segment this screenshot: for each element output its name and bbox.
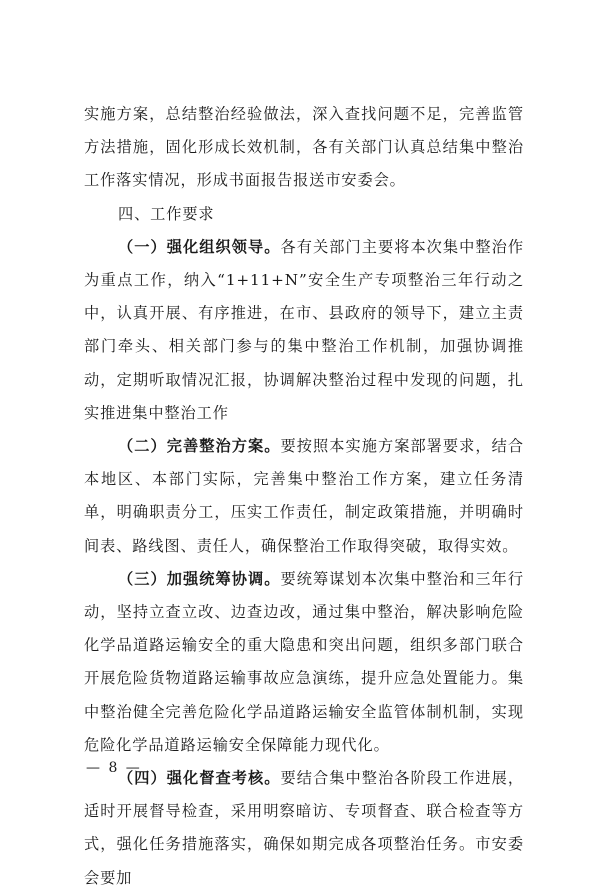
requirement-body-2: 要按照本实施方案部署要求，结合本地区、本部门实际，完善集中整治工作方案，建立任务清单，明确职责分工，压实工作责任，制定政策措施，并明确时间表、路线图、责任人，确保整治工作取得突破，取得实效。 — [84, 437, 525, 555]
requirement-title-3: （三）加强统筹协调。 — [118, 569, 281, 588]
requirement-paragraph-3 — [84, 563, 524, 762]
page-number: — 8 — — [86, 760, 142, 776]
requirement-body-4: 要结合集中整治各阶段工作进展，适时开展督导检查，采用明察暗访、专项督查、联合检查等方式，强化任务措施落实，确保如期完成各项整治任务。市安委会要加 — [84, 769, 525, 887]
requirement-body-1: 各有关部门主要将本次集中整治作为重点工作，纳入“1+11+N”安全生产专项整治三年行动之中，认真开展、有序推进，在市、县政府的领导下，建立主责部门牵头、相关部门参与的集中整治工作机制，加强协调推动，定期听取情况汇报，协调解决整治过程中发现的问题，扎实推进集中整治工作 — [84, 237, 525, 422]
document-body — [84, 98, 524, 895]
requirement-body-3: 要统筹谋划本次集中整治和三年行动，坚持立查立改、边查边改，通过集中整治，解决影响危险化学品道路运输安全的重大隐患和突出问题，组织多部门联合开展危险货物道路运输事故应急演练，提升应急处置能力。集中整治健全完善危险化学品道路运输安全监管体制机制，实现危险化学品道路运输安全保障能力现代化。 — [84, 569, 525, 754]
requirement-paragraph-1 — [84, 231, 524, 430]
requirement-paragraph-2 — [84, 430, 524, 563]
requirement-title-1: （一）强化组织领导。 — [118, 237, 281, 256]
requirement-title-2: （二）完善整治方案。 — [118, 437, 281, 456]
requirement-title-4: （四）强化督查考核。 — [118, 769, 281, 788]
intro-paragraph: 实施方案，总结整治经验做法，深入查找问题不足，完善监管方法措施，固化形成长效机制，各有关部门认真总结集中整治工作落实情况，形成书面报告报送市安委会。 — [84, 105, 524, 190]
section-heading: 四、工作要求 — [118, 204, 215, 223]
requirement-paragraph-4 — [84, 762, 524, 895]
